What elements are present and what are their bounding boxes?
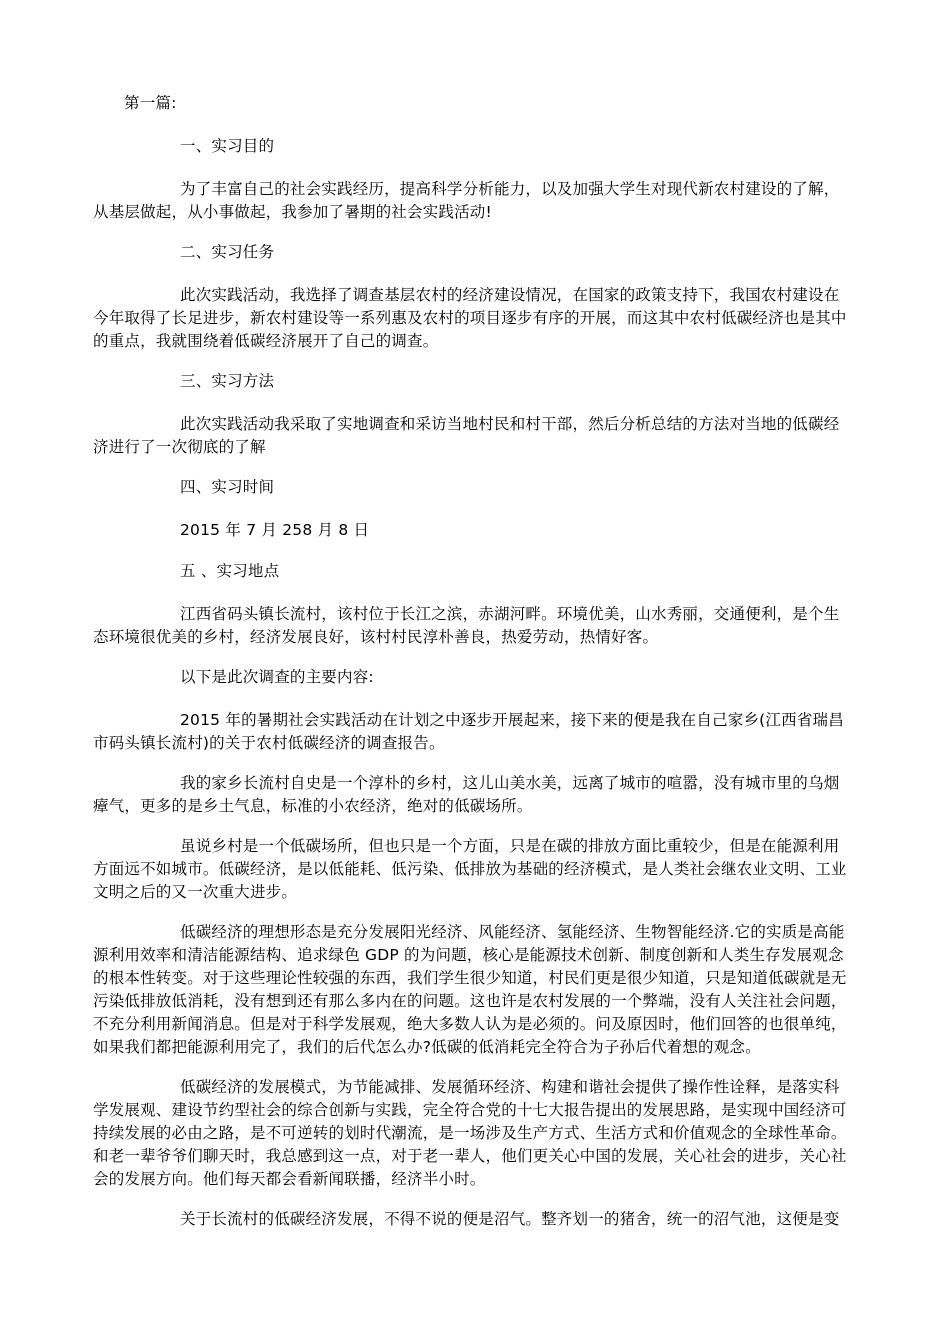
paragraph-line: 今年取得了长足进步，新农村建设等一系列惠及农村的项目逐步有序的开展，而这其中农村低碳经济也是其中 xyxy=(93,309,847,327)
paragraph-line: 瘴气，更多的是乡土气息，标准的小农经济，绝对的低碳场所。 xyxy=(93,797,533,815)
paragraph-line: 济进行了一次彻底的了解 xyxy=(93,438,266,456)
section-heading-purpose: 一、实习目的 xyxy=(180,137,275,155)
paragraph-line: 此次实践活动，我选择了调查基层农村的经济建设情况，在国家的政策支持下，我国农村建设在 xyxy=(180,286,840,304)
paragraph-line: 江西省码头镇长流村，该村位于长江之滨，赤湖河畔。环境优美，山水秀丽，交通便利，是个生 xyxy=(180,605,840,623)
paragraph-line: 低碳经济的理想形态是充分发展阳光经济、风能经济、氢能经济、生物智能经济.它的实质是高能 xyxy=(180,923,845,941)
paragraph-line: 文明之后的又一次重大进步。 xyxy=(93,883,298,901)
paragraph-line: 从基层做起，从小事做起，我参加了暑期的社会实践活动! xyxy=(93,203,492,221)
paragraph-line: 的重点，我就围绕着低碳经济展开了自己的调查。 xyxy=(93,332,439,350)
paragraph-line: 市码头镇长流村)的关于农村低碳经济的调查报告。 xyxy=(93,734,445,752)
paragraph-line: 此次实践活动我采取了实地调查和采访当地村民和村干部，然后分析总结的方法对当地的低碳经 xyxy=(180,415,840,433)
paragraph-line: 学发展观、建设节约型社会的综合创新与实践，完全符合党的十七大报告提出的发展思路，是实现中国经济可 xyxy=(93,1101,847,1119)
paragraph-line: 持续发展的必由之路，是不可逆转的划时代潮流，是一场涉及生产方式、生活方式和价值观念的全球性革命。 xyxy=(93,1124,847,1142)
paragraph-line: 态环境很优美的乡村，经济发展良好，该村村民淳朴善良，热爱劳动，热情好客。 xyxy=(93,628,659,646)
paragraph-line: 低碳经济的发展模式，为节能减排、发展循环经济、构建和谐社会提供了操作性诠释，是落实科 xyxy=(180,1078,840,1096)
document-title: 第一篇: xyxy=(124,94,177,112)
section-heading-time: 四、实习时间 xyxy=(180,478,275,496)
paragraph-line: 虽说乡村是一个低碳场所，但也只是一个方面，只是在碳的排放方面比重较少，但是在能源利用 xyxy=(180,837,840,855)
section-heading-task: 二、实习任务 xyxy=(180,243,275,261)
paragraph-line: 方面远不如城市。低碳经济，是以低能耗、低污染、低排放为基础的经济模式，是人类社会继农业文明、工业 xyxy=(93,860,847,878)
paragraph-line: 为了丰富自己的社会实践经历，提高科学分析能力，以及加强大学生对现代新农村建设的了解， xyxy=(180,180,840,198)
section-heading-location: 五 、实习地点 xyxy=(180,562,280,580)
paragraph-line: 的根本性转变。对于这些理论性较强的东西，我们学生很少知道，村民们更是很少知道，只是知道低碳就是无 xyxy=(93,969,847,987)
section-heading-method: 三、实习方法 xyxy=(180,372,275,390)
paragraph-line: 和老一辈爷爷们聊天时，我总感到这一点，对于老一辈人，他们更关心中国的发展，关心社会的进步，关心社 xyxy=(93,1147,847,1165)
paragraph-line: 关于长流村的低碳经济发展，不得不说的便是沼气。整齐划一的猪舍，统一的沼气池，这便是变 xyxy=(180,1210,840,1228)
paragraph-line: 如果我们都把能源利用完了，我们的后代怎么办?低碳的低消耗完全符合为子孙后代着想的观念。 xyxy=(93,1038,761,1056)
paragraph-line: 源利用效率和清洁能源结构、追求绿色 GDP 的为问题，核心是能源技术创新、制度创新和人类生存发展观念 xyxy=(93,946,844,964)
paragraph-line: 我的家乡长流村自史是一个淳朴的乡村，这儿山美水美，远离了城市的喧嚣，没有城市里的乌烟 xyxy=(180,774,840,792)
paragraph-line: 以下是此次调查的主要内容: xyxy=(180,668,374,686)
paragraph-line: 不充分利用新闻消息。但是对于科学发展观，绝大多数人认为是必须的。问及原因时，他们回答的也很单纯， xyxy=(93,1015,847,1033)
paragraph-line: 污染低排放低消耗，没有想到还有那么多内在的问题。这也许是农村发展的一个弊端，没有人关注社会问题， xyxy=(93,992,847,1010)
internship-date: 2015 年 7 月 258 月 8 日 xyxy=(180,521,370,539)
paragraph-line: 会的发展方向。他们每天都会看新闻联播，经济半小时。 xyxy=(93,1170,486,1188)
paragraph-line: 2015 年的暑期社会实践活动在计划之中逐步开展起来，接下来的便是我在自己家乡(江西省瑞昌 xyxy=(180,711,844,729)
